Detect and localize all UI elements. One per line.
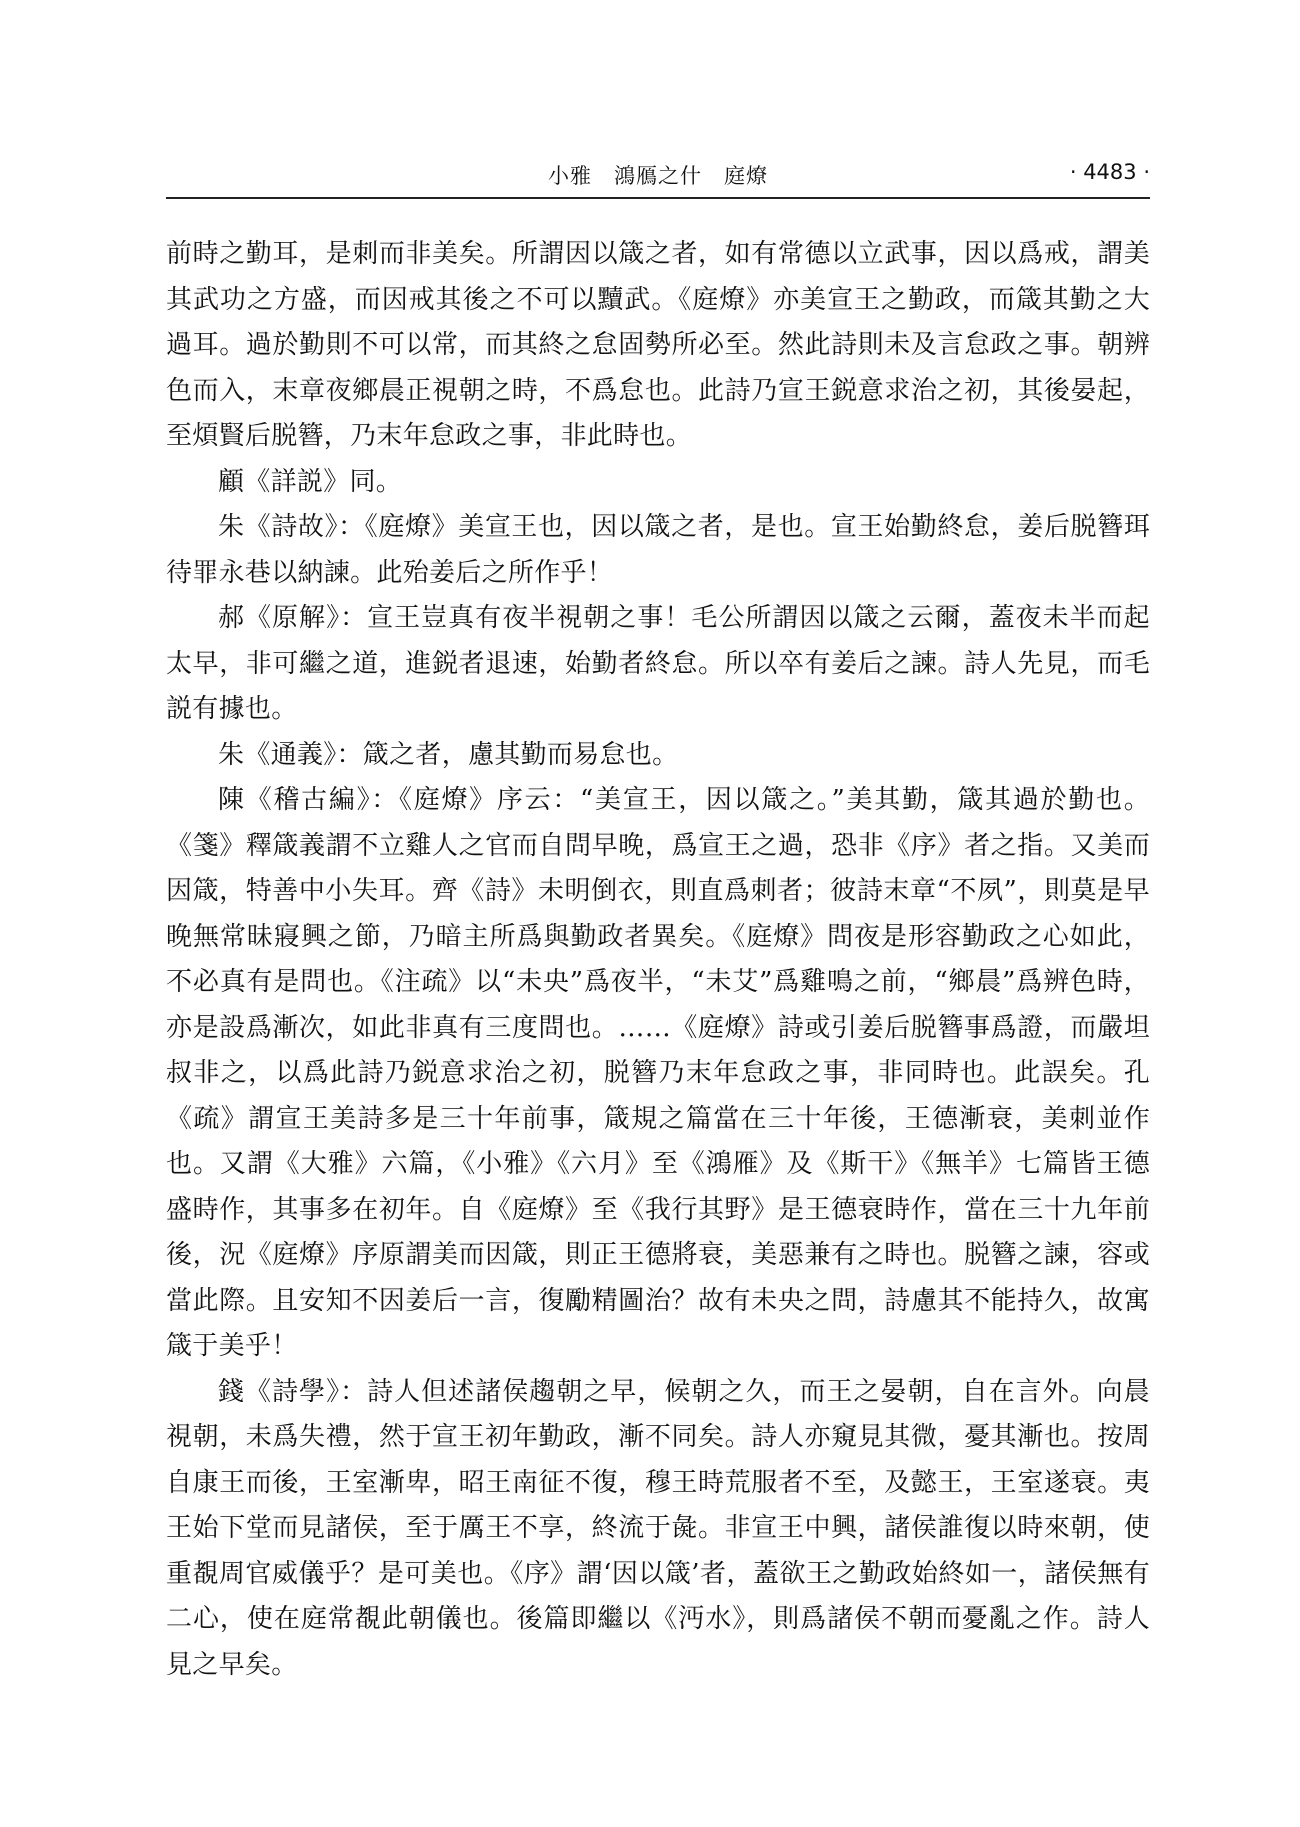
paragraph-zhu-shigu: 朱《詩故》：《庭燎》美宣王也，因以箴之者，是也。宣王始勤終怠，姜后脱簪珥待罪永巷以納諫。此殆姜后之所作乎！ [166,512,1150,588]
paragraph-continuation: 前時之勤耳，是刺而非美矣。所謂因以箴之者，如有常德以立武事，因以爲戒，謂美其武功之方盛，而因戒其後之不可以黷武。《庭燎》亦美宣王之勤政，而箴其勤之大過耳。過於勤則不可以常，而其終之怠固勢所必至。然此詩則未及言怠政之事。朝辨色而入，末章夜鄉晨正視朝之時，不爲怠也。此詩乃宣王鋭意求治之初，其後晏起，至煩賢后脱簪，乃末年怠政之事，非此時也。 [166,239,1150,451]
body-text [166,232,1150,1688]
paragraph-zhu-tongyi: 朱《通義》：箴之者，慮其勤而易怠也。 [218,739,679,770]
paragraph-gu-xiangshuo: 顧《詳説》同。 [218,466,403,497]
paragraph-hao-yuanjie: 郝《原解》：宣王豈真有夜半視朝之事！毛公所謂因以箴之云爾，蓋夜未半而起太早，非可繼之道，進鋭者退速，始勤者終怠。所以卒有姜后之諫。詩人先見，而毛説有據也。 [166,603,1150,724]
header-title: 小雅 鴻鴈之什 庭燎 [548,164,768,188]
header-divider [166,197,1150,199]
page-number: · 4483 · [1069,160,1150,184]
running-header [166,160,1150,200]
paragraph-qian-shixue: 錢《詩學》：詩人但述諸侯趨朝之早，候朝之久，而王之晏朝，自在言外。向晨視朝，未爲失禮，然于宣王初年勤政，漸不同矣。詩人亦窺見其微，憂其漸也。按周自康王而後，王室漸卑，昭王南征不復，穆王時荒服者不至，及懿王，王室遂衰。夷王始下堂而見諸侯，至于厲王不享，終流于彘。非宣王中興，諸侯誰復以時來朝，使重覩周官威儀乎？是可美也。《序》謂‘因以箴’者，蓋欲王之勤政始終如一，諸侯無有二心，使在庭常覩此朝儀也。後篇即繼以《沔水》，則爲諸侯不朝而憂亂之作。詩人見之早矣。 [166,1376,1150,1680]
paragraph-chen-jigubian: 陳《稽古編》：《庭燎》序云：“美宣王，因以箴之。”美其勤，箴其過於勤也。《箋》釋箴義謂不立雞人之官而自問早晚，爲宣王之過，恐非《序》者之指。又美而因箴，特善中小失耳。齊《詩》未明倒衣，則直爲刺者；彼詩末章“不夙”，則莫是早晚無常昧寢興之節，乃暗主所爲與勤政者異矣。《庭燎》問夜是形容勤政之心如此，不必真有是問也。《注疏》以“未央”爲夜半，“未艾”爲雞鳴之前，“鄉晨”爲辨色時，亦是設爲漸次，如此非真有三度問也。……《庭燎》詩或引姜后脱簪事爲證，而嚴坦叔非之，以爲此詩乃鋭意求治之初，脱簪乃末年怠政之事，非同時也。此誤矣。孔《疏》謂宣王美詩多是三十年前事，箴規之篇當在三十年後，王德漸衰，美刺並作也。又謂《大雅》六篇，《小雅》《六月》至《鴻雁》及《斯干》《無羊》七篇皆王德盛時作，其事多在初年。自《庭燎》至《我行其野》是王德衰時作，當在三十九年前後，況《庭燎》序原謂美而因箴，則正王德將衰，美惡兼有之時也。脱簪之諫，容或當此際。且安知不因姜后一言，復勵精圖治？故有未央之問，詩慮其不能持久，故寓箴于美乎！ [166,785,1150,1361]
